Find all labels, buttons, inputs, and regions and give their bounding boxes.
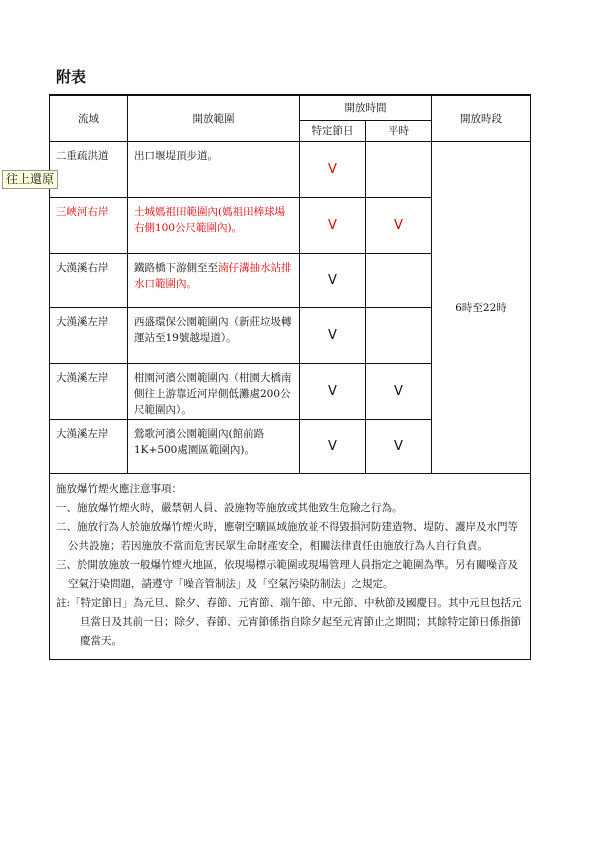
header-basin: 流域 — [50, 95, 128, 142]
header-open-time: 開放時間 — [300, 95, 432, 121]
special-day-mark: V — [300, 198, 366, 254]
note-item-2: 二、施放行為人於施放爆竹煙火時，應朝空曠區域施放並不得毀損河防建造物、堤防、護岸及水門等公共設施；若因施放不當而危害民眾生命財產安全，相關法律責任由施放行為人自行負責。 — [56, 521, 518, 552]
weekday-mark: V — [366, 198, 432, 254]
special-day-mark: V — [300, 308, 366, 364]
scope-cell — [128, 364, 300, 420]
weekday-mark: V — [366, 420, 432, 474]
special-day-mark: V — [300, 420, 366, 474]
basin-cell: 大漢溪左岸 — [50, 420, 128, 474]
back-to-top-button[interactable]: 往上還原 — [2, 170, 58, 189]
footnote: 註:「特定節日」為元旦、除夕、春節、元宵節、端午節、中元節、中秋節及國慶日。其中元旦包括元旦當日及其前一日；除夕、春節、元宵節係指自除夕起至元宵節止之期間；其餘特定節日係指節慶當天。 — [56, 597, 522, 647]
header-weekday: 平時 — [366, 121, 432, 142]
scope-text: 出口堰堤頂步道。 — [134, 150, 218, 162]
scope-text: 鶯歌河濱公園範圍內(館前路1K+500處園區範圍內)。 — [134, 428, 265, 456]
scope-cell — [128, 420, 300, 474]
scope-cell — [128, 254, 300, 308]
notes-cell — [50, 474, 531, 660]
scope-cell — [128, 198, 300, 254]
table-body — [50, 142, 531, 474]
basin-cell: 大漢溪右岸 — [50, 254, 128, 308]
scope-cell — [128, 142, 300, 198]
basin-cell: 大漢溪左岸 — [50, 308, 128, 364]
special-day-mark: V — [300, 142, 366, 198]
special-day-mark: V — [300, 254, 366, 308]
weekday-mark — [366, 254, 432, 308]
basin-cell: 二重疏洪道 — [50, 142, 128, 198]
scope-text: 鐵路橋下游側至至 — [134, 262, 218, 274]
header-scope: 開放範圍 — [128, 95, 300, 142]
weekday-mark: V — [366, 364, 432, 420]
header-period: 開放時段 — [432, 95, 531, 142]
annex-table — [49, 94, 531, 660]
weekday-mark — [366, 142, 432, 198]
note-item-3: 三、於開放施放一般爆竹煙火地區，依現場標示範圍或現場管理人員指定之範圍為準。另有關噪音及空氣汙染問題，請遵守「噪音管制法」及「空氣污染防制法」之規定。 — [56, 559, 518, 590]
special-day-mark: V — [300, 364, 366, 420]
scope-text: 土城媽祖田範圍內(媽祖田棒球場右側100公尺範圍內)。 — [134, 206, 286, 234]
weekday-mark — [366, 308, 432, 364]
scope-text: 西盛環保公園範圍內（新莊垃圾轉運站至19號越堤道）。 — [134, 316, 292, 344]
scope-cell — [128, 308, 300, 364]
basin-cell: 大漢溪左岸 — [50, 364, 128, 420]
header-special-day: 特定節日 — [300, 121, 366, 142]
basin-cell: 三峽河右岸 — [50, 198, 128, 254]
period-cell: 6時至22時 — [432, 142, 531, 474]
page-title: 附表 — [56, 68, 87, 86]
notes-heading: 施放爆竹煙火應注意事項： — [56, 483, 182, 495]
scope-text: 湳仔溝抽水站排水口範圍內。 — [134, 262, 292, 290]
table-row — [50, 142, 531, 198]
scope-text: 柑園河濱公園範圍內（柑園大橋南側往上游靠近河岸側低灘處200公尺範圍內）。 — [134, 372, 292, 416]
note-item-1: 一、施放爆竹煙火時，嚴禁朝人員、設施物等施放或其他致生危險之行為。 — [56, 502, 403, 514]
